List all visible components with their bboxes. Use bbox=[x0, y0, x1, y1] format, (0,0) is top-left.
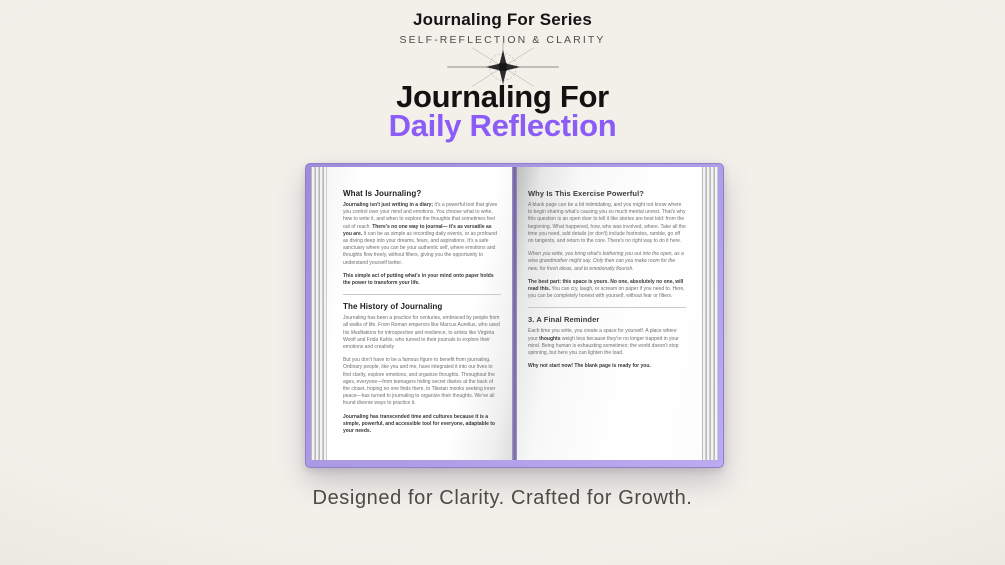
paragraph: Journaling has been a practice for centuries, embraced by people from all walks of life. From Roman emperors like Marcus Aurelius, who used his Meditations for introspection and resilience, to artists like Virginia Woolf and Frida Kahlo, who turned to their journals to explore their emotions and creativity bbox=[343, 315, 500, 351]
series-subtitle: SELF-REFLECTION & CLARITY bbox=[399, 34, 606, 46]
hero-line-1: Journaling For bbox=[396, 79, 609, 114]
paragraph: Why not start now! The blank page is ready for you. bbox=[528, 363, 651, 370]
book-pages bbox=[311, 167, 718, 460]
book-page-left bbox=[311, 167, 512, 460]
footer-tagline: Designed for Clarity. Crafted for Growth. bbox=[312, 487, 693, 509]
page-edge-stack-left bbox=[311, 167, 327, 460]
paragraph: The best part: this space is yours. No one, absolutely no one, will read this. You can cry, laugh, or scream on paper if you need to. Here, you can be completely honest with yourself, without fear or filters. bbox=[528, 278, 685, 300]
section-heading: Why Is This Exercise Powerful? bbox=[528, 189, 644, 198]
paragraph: Each time you write, you create a space for yourself. A place where your thoughts weigh less because they're no longer trapped in your mind. Being human is exhausting sometimes; the world doesn't stop spinning, but here you can lighten the load. bbox=[528, 328, 679, 357]
book-page-right bbox=[517, 167, 718, 460]
section-divider bbox=[343, 294, 501, 295]
section-heading: The History of Journaling bbox=[343, 302, 443, 312]
book-mockup bbox=[305, 163, 724, 468]
paragraph: This simple act of putting what's in your mind onto paper holds the power to transform your life. bbox=[343, 272, 494, 287]
section-heading: What Is Journaling? bbox=[343, 189, 422, 198]
page-edge-stack-right bbox=[702, 167, 718, 460]
section-heading: 3. A Final Reminder bbox=[528, 315, 600, 325]
paragraph: Journaling isn't just writing in a diary; it's a powerful tool that gives you control over your mind and emotions. You choose what to write, how to write it, and when to explore the thoughts that sometimes feel out of reach. There's no one way to journal— it's as versatile as you are. It can be as simple as recording daily events, or as profound as diving deep into your dreams, fears, and aspirations. It's a safe sanctuary where you can be your authentic self, where emotions and thoughts flow freely, without filters, giving you the opportunity to understand yourself better. bbox=[343, 202, 498, 266]
left-page-content bbox=[327, 167, 512, 460]
paragraph: But you don't have to be a famous figure to benefit from journaling. Ordinary people, like you and me, have integrated it into our lives to find clarity, explore emotions, and organize thoughts. Throughout the ages, everyone—from teenagers hiding secret diaries at the back of the closet, hoping no one finds them, to Tibetan monks seeking inner peace—has turned to journaling to organize their thoughts. We've all found diverse ways to practice it. bbox=[343, 357, 496, 407]
paragraph: A blank page can be a bit intimidating, and you might not know where to begin sharing what's causing you so much mental unrest. That's why this question is an open door to tell it like stories are best told: from the beginning. What happened, how, who was involved, where. Take all the time you need, add details (or don't) include footnotes, ramble, go off on tangents, and return to the core. There's no right way to do it here. bbox=[528, 202, 686, 245]
hero-line-2: Daily Reflection bbox=[388, 108, 617, 143]
paragraph: Journaling has transcended time and cultures because it is a simple, powerful, and accessible tool for everyone, adaptable to your needs. bbox=[343, 413, 495, 435]
hero-title bbox=[0, 79, 1005, 143]
header bbox=[0, 10, 1005, 46]
right-page-content bbox=[517, 167, 702, 460]
section-divider bbox=[528, 307, 686, 308]
series-title: Journaling For Series bbox=[413, 10, 592, 29]
paragraph: When you write, you bring what's bothering you out into the open, as a wise grandmother might say. Only then can you make room for the new, for fresh ideas, and to emotionally flourish. bbox=[528, 251, 684, 272]
